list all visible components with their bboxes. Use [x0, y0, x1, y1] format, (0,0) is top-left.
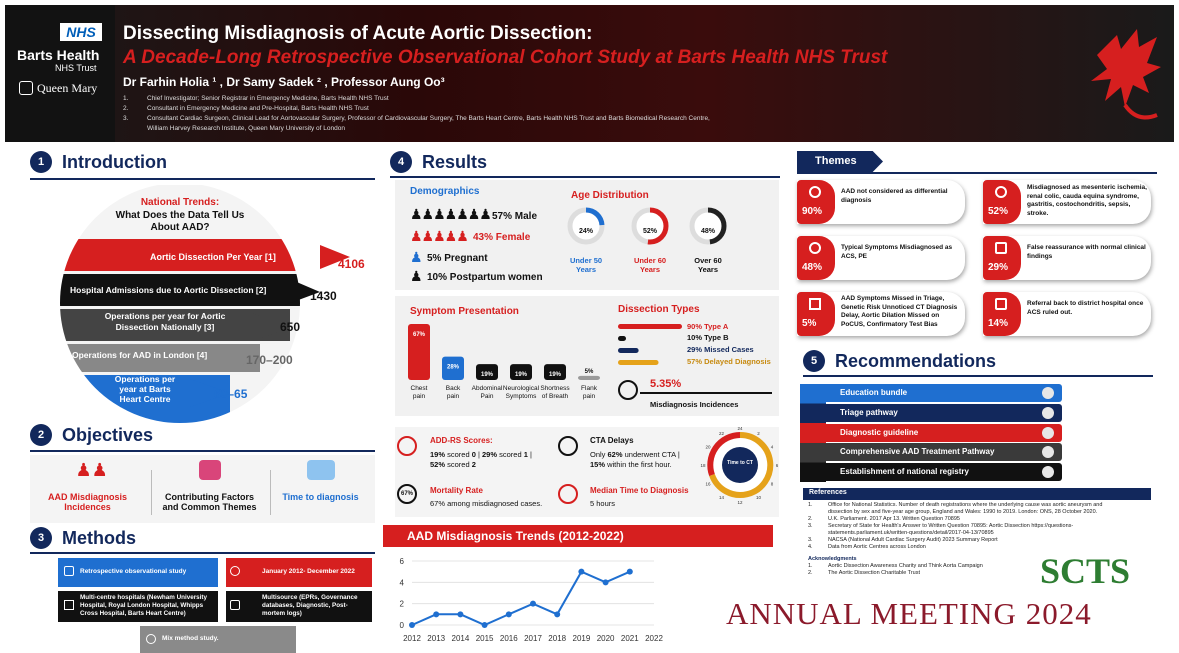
affiliation-num: 3.	[123, 115, 129, 122]
cta-pct: 15%	[590, 460, 606, 469]
theme-card	[797, 292, 965, 336]
method-box	[140, 626, 296, 653]
clock-label: Time to CT	[727, 460, 753, 466]
recommendation-stripe	[800, 384, 826, 482]
median-text: 5 hours	[590, 499, 616, 508]
y-tick-label: 2	[399, 599, 404, 609]
dissection-bar	[618, 348, 639, 353]
themes-title: Themes	[815, 155, 857, 167]
clock-number: 22	[718, 431, 725, 436]
ref-num: 1.	[808, 502, 813, 508]
objectives-heading	[30, 424, 153, 446]
data-point	[457, 611, 463, 617]
addrs-title: ADD-RS Scores:	[430, 436, 493, 445]
recommendation-label: Comprehensive AAD Treatment Pathway	[840, 447, 995, 456]
symptom-bar-label: 5%	[584, 368, 594, 375]
section-rule	[30, 450, 375, 452]
x-tick-label: 2012	[403, 634, 421, 643]
symptom-bar-label: 67%	[412, 332, 426, 338]
calendar-icon	[230, 566, 240, 576]
ref-text: Office for National Statistics. Number of death registrations where the underlying cause was aortic aneurysm and	[828, 502, 1103, 508]
ref-num: 3.	[808, 523, 813, 529]
age-label: Years	[575, 265, 597, 274]
intro-heading	[30, 151, 167, 173]
theme-text: False reassurance with normal clinical findings	[1027, 244, 1146, 260]
cta-pct: 62%	[607, 450, 623, 459]
band-label: Aortic Dissection Per Year [1]	[150, 252, 276, 262]
cta-icon	[558, 436, 578, 456]
ref-text: statements.parliament.uk/written-questions/detail/2017-04-13/70895	[828, 530, 994, 536]
method-box	[226, 558, 372, 587]
addrs-pct: 29%	[482, 450, 498, 459]
band-label-line: year at Barts	[119, 384, 171, 394]
reference-item	[808, 502, 1148, 509]
chat-icon	[199, 460, 221, 480]
female-pct: 43% Female	[473, 232, 531, 243]
theme-text: Referral back to district hospital once ACS ruled out.	[1027, 300, 1144, 316]
alarm-icon	[618, 380, 638, 400]
clipboard-icon	[995, 242, 1007, 254]
addrs-sep: |	[527, 450, 532, 459]
dissection-type: 90% Type A	[687, 322, 729, 331]
y-tick-label: 0	[399, 621, 404, 630]
recommendations-heading	[803, 350, 996, 372]
data-point	[409, 622, 415, 628]
trend-banner-title: AAD Misdiagnosis Trends (2012-2022)	[407, 529, 624, 543]
data-point	[603, 579, 609, 585]
symptom-bar-label: 28%	[446, 364, 460, 371]
affiliation-text: Consultant Cardiac Surgeon, Clinical Lead for Aortovascular Surgery, Professor of Cardiovascular Surgery, The Barts Heart Centre, Barts Health NHS Trust and Barts Biomedical Research Centre,	[147, 115, 710, 122]
section-number: 4	[390, 151, 412, 173]
affiliation-item	[123, 114, 710, 124]
theme-pct: 29%	[988, 262, 1009, 273]
section-number: 3	[30, 527, 52, 549]
age-label: Under 50	[569, 256, 603, 265]
age-title: Age Distribution	[571, 190, 649, 201]
addrs-score: 0	[471, 450, 476, 459]
theme-text: Misdiagnosed as mesenteric ischemia, renal colic, cauda equina syndrome, gastritis, costochondritis, sepsis, stroke.	[1027, 184, 1147, 217]
data-point	[530, 601, 536, 607]
clock-number: 2	[757, 431, 760, 436]
x-tick-label: 2016	[499, 634, 518, 643]
poster-title: Dissecting Misdiagnosis of Acute Aortic Dissection:	[123, 23, 593, 44]
symptom-title: Symptom Presentation	[410, 306, 519, 317]
band-label-2: Dissection Nationally [3]	[115, 322, 215, 332]
series-line	[412, 572, 630, 625]
recommendation-label: Education bundle	[840, 388, 908, 397]
misdiagnosis-rule	[640, 392, 772, 394]
section-rule	[797, 172, 1157, 174]
male-icons: ♟♟♟♟♟♟♟	[410, 206, 491, 222]
pregnant-pct: 5% Pregnant	[427, 253, 488, 264]
affiliation-num	[123, 124, 147, 134]
section-rule	[30, 178, 375, 180]
ref-text: Secretary of State for Health's Answer to Written Question 70895: Aortic Dissection https://questions-	[828, 523, 1074, 529]
band-label-line: Heart Centre	[119, 394, 171, 404]
band-value: 1430	[310, 289, 337, 303]
age-label: Years	[639, 265, 661, 274]
mortality-text: 67% among misdiagnosed cases.	[430, 499, 543, 508]
objective-label: Contributing Factors	[165, 492, 254, 502]
reference-item	[808, 523, 1148, 530]
mortality-badge: 67%	[397, 484, 417, 504]
symptom-bar-label: 19%	[548, 372, 562, 379]
ref-num	[808, 530, 828, 537]
x-tick-label: 2017	[524, 634, 542, 643]
recommendation-item	[800, 463, 1062, 481]
section-title: Recommendations	[835, 350, 997, 371]
trend-title: National Trends:	[140, 197, 220, 208]
theme-card	[983, 180, 1151, 224]
symptom-axis-label: Symptoms	[505, 393, 537, 400]
affiliation-num: 2.	[123, 105, 129, 112]
section-rule	[390, 176, 780, 178]
dissection-bar	[618, 324, 682, 329]
misdiagnosis-label: Misdiagnosis Incidences	[650, 400, 739, 409]
male-pct: 57% Male	[492, 211, 538, 222]
recommendation-label: Establishment of national registry	[840, 467, 969, 476]
ref-text: NACSA (National Adult Cardiac Surgery Audit) 2023 Summary Report	[828, 537, 998, 543]
theme-card	[797, 236, 965, 280]
postpartum-pct: 10% Postpartum women	[427, 272, 543, 283]
band-label: Hospital Admissions due to Aortic Dissection [2]	[70, 285, 267, 295]
ack-title: Acknowledgments	[808, 556, 857, 562]
dissection-title: Dissection Types	[618, 304, 700, 315]
pregnant-icon: ♟	[410, 249, 423, 265]
dissection-bar	[618, 336, 626, 341]
objective-label: AAD Misdiagnosis	[47, 492, 127, 502]
qm-crest-icon	[19, 81, 33, 95]
cta-word: underwent CTA |	[622, 450, 680, 459]
recommendation-label: Diagnostic guideline	[840, 428, 919, 437]
welsh-dragon-icon	[1077, 15, 1169, 135]
heart-icon	[809, 242, 821, 254]
section-number: 2	[30, 424, 52, 446]
theme-card	[983, 292, 1151, 336]
mix-icon	[146, 634, 156, 644]
clock-number: 10	[755, 495, 762, 500]
org-subtitle: NHS Trust	[55, 63, 97, 73]
band-label	[90, 374, 200, 404]
qm-name: Queen Mary	[37, 81, 98, 95]
symptom-axis-label: Flank	[581, 385, 597, 392]
objective-label: Time to diagnosis	[282, 492, 359, 502]
addrs-pct: 19%	[430, 450, 446, 459]
recommendation-icon	[1042, 446, 1054, 458]
reference-item	[808, 530, 1148, 537]
people-icon: ♟♟	[75, 460, 108, 480]
cta-word: Only	[590, 450, 608, 459]
addrs-pct: 52%	[430, 460, 446, 469]
x-tick-label: 2021	[620, 634, 639, 643]
recommendation-icon	[1042, 466, 1054, 478]
addrs-word: scored	[497, 450, 524, 459]
addrs-text	[430, 450, 555, 470]
references-bar	[803, 488, 1151, 500]
clock-number: 12	[737, 500, 743, 505]
ref-num: 2.	[808, 570, 813, 576]
objective-item	[30, 460, 145, 512]
recommendation-label: Triage pathway	[840, 408, 898, 417]
symptom-axis-label: Neurological	[502, 385, 540, 392]
symptom-axis-label: of Breath	[541, 393, 569, 400]
poster-subtitle: A Decade-Long Retrospective Observational Cohort Study at Barts Health NHS Trust	[123, 47, 888, 68]
band-value: 650	[280, 320, 301, 334]
ambulance-icon	[995, 298, 1007, 310]
mortality-title: Mortality Rate	[430, 486, 483, 495]
recommendation-item	[800, 424, 1062, 442]
x-tick-label: 2014	[451, 634, 470, 643]
theme-card	[983, 236, 1151, 280]
recommendation-icon	[1042, 427, 1054, 439]
ref-text: dissection by sex and five-year age group, England and Wales: 1990 to 2019. London: ONS, 28 October 2020.	[828, 509, 1098, 515]
clock-number: 14	[718, 495, 725, 500]
data-point	[627, 569, 633, 575]
postpartum-icon: ♟	[410, 268, 423, 284]
cta-title: CTA Delays	[590, 436, 634, 445]
scts-logo: SCTS	[1040, 551, 1131, 591]
age-pct: 52%	[642, 228, 657, 235]
method-text: Multi-centre hospitals (Newham University Hospital, Royal London Hospital, Whipps Cross Hospital, Barts Heart Centre)	[80, 594, 208, 617]
methods-heading	[30, 527, 136, 549]
recommendation-icon	[1042, 407, 1054, 419]
trend-line-chart	[390, 553, 665, 653]
addrs-word: scored	[445, 460, 472, 469]
section-rule	[30, 552, 375, 554]
section-title: Results	[422, 151, 488, 172]
x-tick-label: 2022	[645, 634, 663, 643]
annual-meeting: ANNUAL MEETING 2024	[726, 596, 1092, 631]
dissection-type: 29% Missed Cases	[687, 345, 754, 354]
recommendation-item	[800, 384, 1062, 402]
symptom-axis-label: pain	[582, 393, 596, 400]
ref-text: Data from Aortic Centres across London	[828, 544, 926, 550]
band-label: Operations per year for Aortic	[104, 311, 226, 321]
x-tick-label: 2018	[548, 634, 567, 643]
symptom-bar-chart	[400, 318, 610, 408]
results-heading	[390, 151, 487, 173]
objective-item	[152, 460, 267, 512]
ref-num: 1.	[808, 563, 813, 569]
band-value: 60–65	[214, 387, 248, 401]
addrs-word: scored	[445, 450, 472, 459]
recommendation-item	[800, 404, 1062, 422]
symptom-axis-label: Shortness	[540, 385, 570, 392]
affiliation-num: 1.	[123, 95, 129, 102]
symptom-axis-label: Abdominal	[471, 385, 503, 392]
dissection-type: 57% Delayed Diagnosis	[687, 357, 771, 366]
hospital-icon	[64, 600, 74, 610]
theme-text: AAD not considered as differential diagnosis	[841, 188, 948, 204]
document-icon	[64, 566, 74, 576]
database-icon	[230, 600, 240, 610]
section-number: 1	[30, 151, 52, 173]
symptom-axis-label: Back	[445, 385, 461, 392]
symptom-bar-label: 19%	[480, 372, 494, 379]
theme-text: Typical Symptoms Misdiagnosed as ACS, PE	[841, 244, 953, 260]
references-title: References	[809, 489, 847, 496]
reference-item	[808, 516, 1148, 523]
section-number: 5	[803, 350, 825, 372]
clock-number: 8	[770, 481, 774, 487]
affiliation-text: Consultant in Emergency Medicine and Pre-Hospital, Barts Health NHS Trust	[147, 105, 369, 112]
recommendation-item	[800, 443, 1062, 461]
female-icons: ♟♟♟♟♟	[410, 228, 468, 244]
median-title: Median Time to Diagnosis	[590, 486, 689, 495]
objective-label: and Common Themes	[162, 502, 257, 512]
org-name: Barts Health	[17, 47, 100, 63]
symptom-axis-label: pain	[412, 393, 426, 400]
clock-number: 4	[770, 444, 774, 450]
method-box	[58, 591, 218, 622]
age-pct: 24%	[578, 228, 593, 235]
affiliations	[123, 94, 710, 134]
demographics-title: Demographics	[410, 186, 480, 197]
y-tick-label: 6	[399, 557, 404, 566]
nhs-logo: NHS	[60, 23, 102, 41]
section-rule	[803, 375, 1153, 377]
x-tick-label: 2015	[475, 634, 494, 643]
section-title: Objectives	[62, 424, 154, 445]
clock-number: 24	[737, 426, 743, 431]
symptom-axis-label: pain	[446, 393, 460, 400]
theme-pct: 5%	[802, 318, 817, 329]
objective-item	[268, 460, 373, 502]
ref-text: U.K. Parliament. 2017 Apr 13. Written Question 70895	[828, 516, 960, 522]
addrs-icon	[397, 436, 417, 456]
ambulance-icon	[307, 460, 335, 480]
x-tick-label: 2020	[596, 634, 615, 643]
theme-card	[797, 180, 965, 224]
method-box	[58, 558, 218, 587]
addrs-sep: |	[475, 450, 482, 459]
x-tick-label: 2013	[427, 634, 446, 643]
dissection-bar	[618, 360, 659, 365]
clock-number: 16	[705, 481, 711, 487]
intro-funnel	[20, 185, 380, 425]
symptom-bar	[578, 376, 600, 380]
theme-pct: 90%	[802, 206, 823, 217]
x-tick-label: 2019	[572, 634, 591, 643]
theme-pct: 52%	[988, 206, 1009, 217]
affiliation-item	[123, 94, 710, 104]
data-point	[506, 611, 512, 617]
trend-subtitle: What Does the Data Tell Us	[115, 210, 245, 221]
reference-item	[808, 537, 1148, 544]
data-point	[482, 622, 488, 628]
authors: Dr Farhin Holia ¹ , Dr Samy Sadek ² , Professor Aung Oo³	[123, 75, 445, 89]
affiliation-text: Chief Investigator; Senior Registrar in Emergency Medicine, Barts Health NHS Trust	[147, 95, 389, 102]
method-text: Mix method study.	[162, 635, 219, 642]
symptom-axis-label: Chest	[410, 385, 428, 392]
affiliation-item	[123, 124, 710, 134]
method-text: Multisource (EPRs, Governance databases, Diagnostic, Post-mortem logs)	[262, 594, 358, 617]
age-label: Under 60	[633, 256, 667, 265]
cta-word: within the first hour.	[605, 460, 672, 469]
objective-label: Incidences	[64, 502, 111, 512]
method-text: Retrospective observational study	[80, 568, 187, 575]
symptom-axis-label: Pain	[480, 393, 494, 400]
band-value: 170–200	[246, 353, 293, 367]
ref-text: Aortic Dissection Awareness Charity and Think Aorta Campaign	[828, 563, 983, 569]
data-point	[578, 569, 584, 575]
band-label: Operations for AAD in London [4]	[72, 350, 208, 360]
affiliation-text: William Harvey Research Institute, Queen Mary University of London	[147, 125, 345, 132]
method-box	[226, 591, 372, 622]
hospital-icon	[809, 298, 821, 310]
misdiagnosis-pct: 5.35%	[650, 378, 682, 390]
recommendation-icon	[1042, 387, 1054, 399]
band-label-line: Operations per	[114, 374, 176, 384]
ref-text: The Aortic Dissection Charitable Trust	[828, 570, 921, 576]
section-title: Introduction	[62, 151, 167, 172]
theme-pct: 14%	[988, 318, 1009, 329]
clock-number: 18	[700, 463, 706, 468]
ref-num	[808, 509, 828, 516]
method-text: January 2012- December 2022	[262, 568, 355, 575]
trend-subtitle-2: About AAD?	[150, 222, 210, 233]
dissection-bars	[616, 320, 686, 370]
data-point	[433, 611, 439, 617]
clock-number: 6	[775, 463, 779, 468]
age-label: Over 60	[694, 256, 722, 265]
ref-num: 4.	[808, 544, 813, 550]
theme-pct: 48%	[802, 262, 823, 273]
data-point	[554, 611, 560, 617]
addrs-score: 1	[523, 450, 528, 459]
theme-text: AAD Symptoms Missed in Triage, Genetic Risk Unnoticed CT Diagnosis Delay, Aortic Dilation Missed on PoCUS, Confirmatory Test Bias	[841, 295, 958, 328]
ref-num: 3.	[808, 537, 813, 543]
ear-icon	[809, 186, 821, 198]
dissection-type: 10% Type B	[687, 333, 729, 342]
age-label: Years	[697, 265, 719, 274]
cta-text	[590, 450, 680, 470]
reference-item	[808, 509, 1148, 516]
ref-num: 2.	[808, 516, 813, 522]
section-title: Methods	[62, 527, 136, 548]
addrs-score: 2	[471, 460, 476, 469]
brain-icon	[995, 186, 1007, 198]
band-value: 4106	[338, 257, 365, 271]
stopwatch-icon	[558, 484, 578, 504]
y-tick-label: 4	[399, 578, 404, 588]
affiliation-item	[123, 104, 710, 114]
clock-number: 20	[705, 444, 711, 450]
header-banner	[5, 5, 1174, 142]
age-pct: 48%	[700, 228, 715, 235]
symptom-bar-label: 19%	[514, 372, 528, 379]
